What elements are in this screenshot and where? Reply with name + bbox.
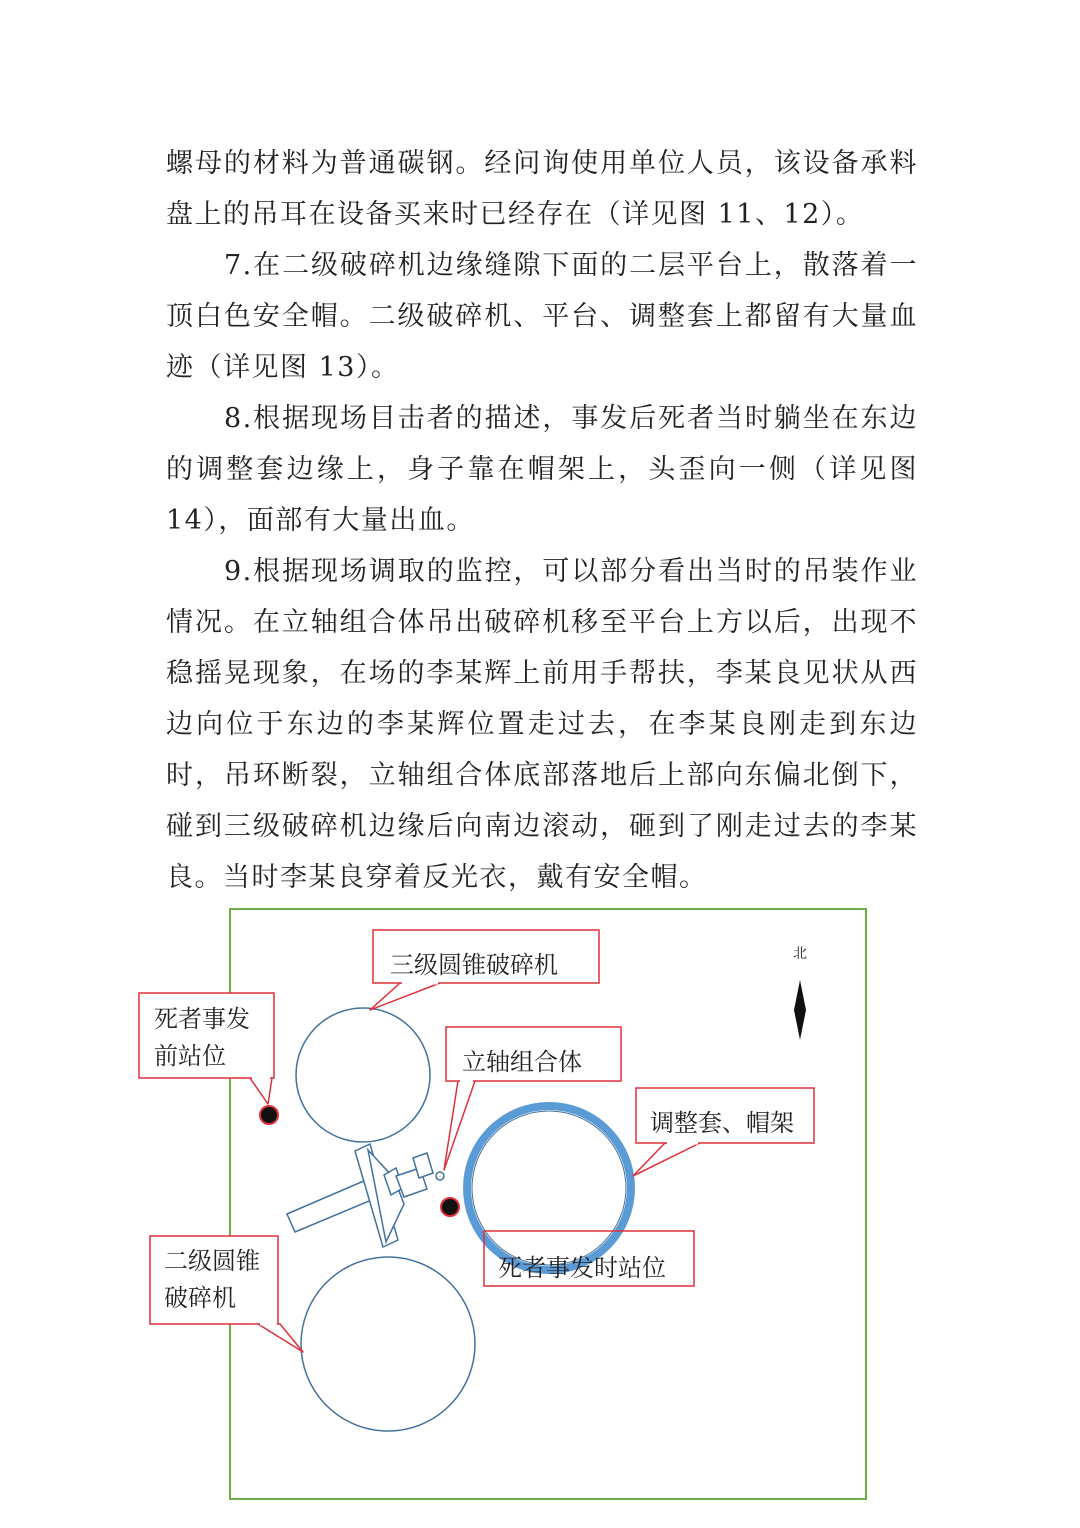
callout-secondary-cone [150,1236,303,1352]
paragraph-3: 8.根据现场目击者的描述，事发后死者当时躺坐在东边的调整套边缘上，身子靠在帽架上，头歪向一侧（详见图 14），面部有大量出血。 [166,403,918,536]
callout-tertiary-cone [370,930,599,1010]
label-secondary-line2: 破碎机 [164,1284,236,1312]
position-at-dot [441,1198,459,1216]
label-secondary-line1: 二级圆锥 [164,1247,260,1275]
tertiary-cone-circle [296,1008,430,1142]
label-tertiary-cone: 三级圆锥破碎机 [390,951,558,979]
paragraph-2: 7.在二级破碎机边缘缝隙下面的二层平台上，散落着一顶白色安全帽。二级破碎机、平台、调整套上都留有大量血迹（详见图 13）。 [166,250,918,383]
label-position-at: 死者事发时站位 [498,1254,666,1282]
label-position-before-line2: 前站位 [154,1042,226,1070]
adjust-sleeve-ring [467,1106,631,1270]
paragraph-4: 9.根据现场调取的监控，可以部分看出当时的吊装作业情况。在立轴组合体吊出破碎机移至平台上方以后，出现不稳摇晃现象，在场的李某辉上前用手帮扶，李某良见状从西边向位于东边的李某辉位置走过去，在李某良刚走到东边时，吊环断裂，立轴组合体底部落地后上部向东偏北倒下，碰到三级破碎机边缘后向南边滚动，砸到了刚走过去的李某良。当时李某良穿着反光衣，戴有安全帽。 [166,556,918,893]
position-before-dot [260,1106,278,1124]
callout-position-before [139,993,274,1104]
north-label: 北 [793,946,807,962]
callout-adjust-sleeve [633,1088,814,1176]
north-arrow-icon [794,980,806,1040]
secondary-cone-circle [301,1257,475,1431]
label-adjust-sleeve: 调整套、帽架 [650,1109,794,1137]
adjust-sleeve-ring-inner [472,1111,626,1265]
paragraph-1: 螺母的材料为普通碳钢。经问询使用单位人员，该设备承料盘上的吊耳在设备买来时已经存在（详见图 11、12）。 [166,148,918,230]
label-position-before-line1: 死者事发 [154,1005,250,1033]
callout-vertical-shaft [444,1027,621,1170]
label-vertical-shaft: 立轴组合体 [462,1048,582,1076]
callout-position-at [484,1231,694,1286]
vertical-shaft-assembly [287,1144,444,1247]
